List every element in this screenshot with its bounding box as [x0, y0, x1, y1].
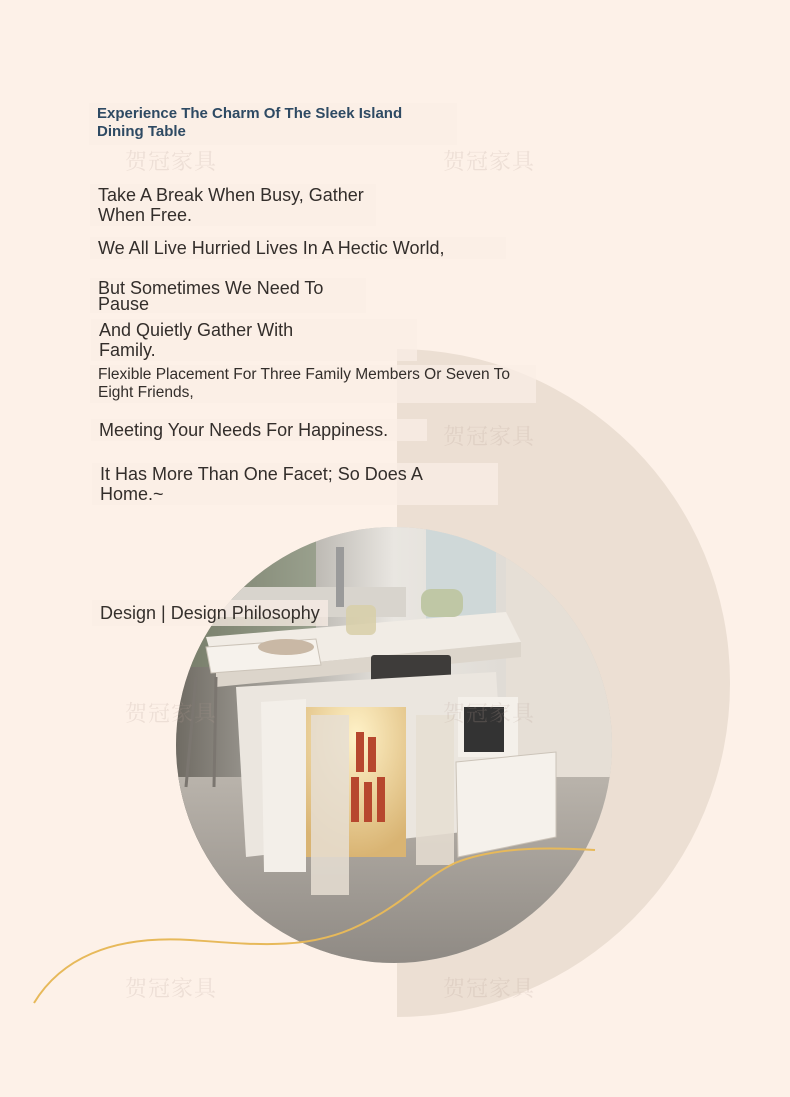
story-line-1: Take A Break When Busy, Gather When Free. — [90, 184, 376, 226]
story-line-5: Flexible Placement For Three Family Members Or Seven To Eight Friends, — [90, 365, 536, 403]
watermark: 贺冠家具 — [443, 977, 536, 1002]
section-heading-design: Design | Design Philosophy — [92, 600, 328, 626]
watermark: 贺冠家具 — [125, 150, 218, 175]
island-table-illustration — [176, 527, 612, 963]
watermark: 贺冠家具 — [443, 425, 536, 450]
story-line-7: It Has More Than One Facet; So Does A Home.~ — [92, 463, 498, 505]
island-table-photo — [176, 527, 612, 963]
watermark: 贺冠家具 — [443, 702, 536, 727]
story-line-2: We All Live Hurried Lives In A Hectic World, — [90, 237, 506, 259]
story-line-3: But Sometimes We Need To Pause — [90, 278, 366, 313]
story-line-4: And Quietly Gather With Family. — [91, 319, 417, 361]
story-line-6: Meeting Your Needs For Happiness. — [91, 419, 427, 441]
watermark: 贺冠家具 — [125, 702, 218, 727]
page-subtitle: Experience The Charm Of The Sleek Island Dining Table — [89, 103, 457, 145]
watermark: 贺冠家具 — [125, 977, 218, 1002]
watermark: 贺冠家具 — [443, 150, 536, 175]
